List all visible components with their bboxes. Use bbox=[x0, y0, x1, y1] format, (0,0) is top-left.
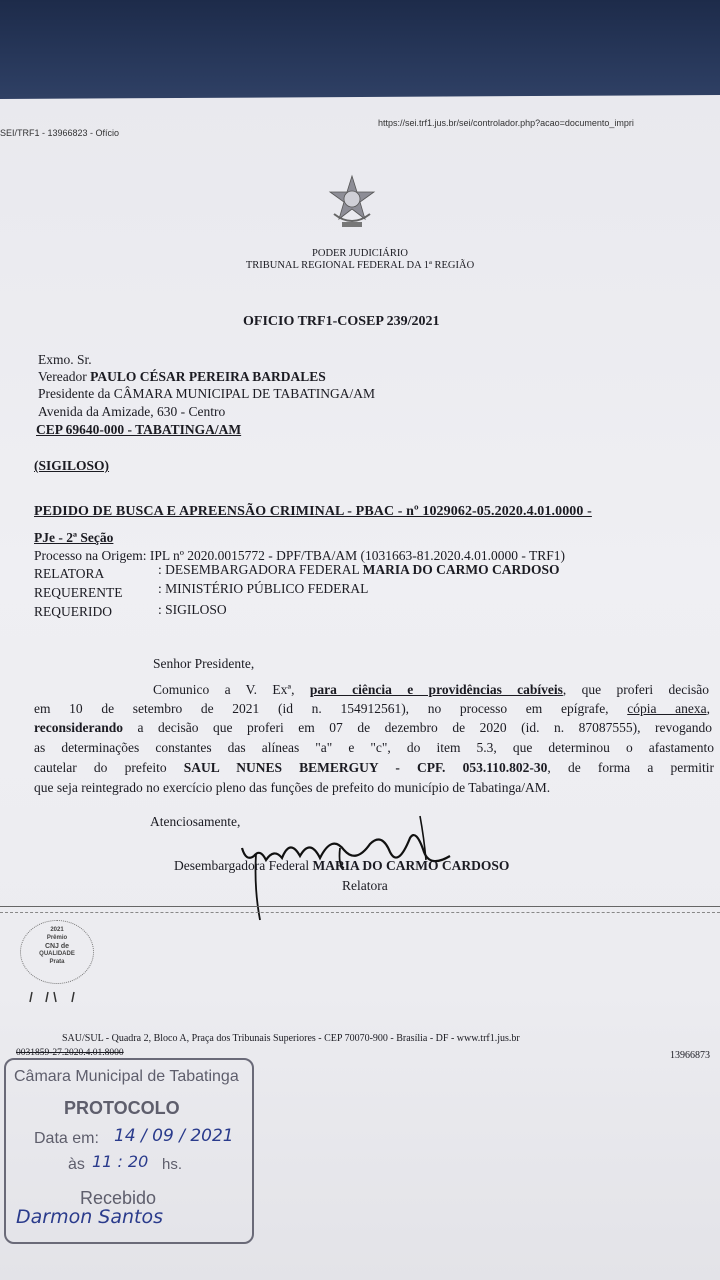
signer-role: Relatora bbox=[342, 878, 388, 893]
party-value-relatora: : DESEMBARGADORA FEDERAL MARIA DO CARMO CARDOSO bbox=[158, 562, 560, 577]
footer-address: SAU/SUL - Quadra 2, Bloco A, Praça dos Tribunais Superiores - CEP 70070-900 - Brasília - DF - www.trf1.jus.br bbox=[62, 1033, 520, 1044]
recipient-role: Presidente da CÂMARA MUNICIPAL DE TABATINGA/AM bbox=[38, 386, 376, 401]
party-label-requerente: REQUERENTE bbox=[34, 585, 123, 600]
stamp-heading: PROTOCOLO bbox=[64, 1098, 180, 1118]
body-line5: cautelar do prefeito SAUL NUNES BEMERGUY - CPF. 053.110.802-30, de forma a permitir bbox=[34, 760, 714, 775]
greeting: Senhor Presidente, bbox=[153, 656, 255, 671]
stamp-date-value: 14 / 09 / 2021 bbox=[114, 1126, 234, 1146]
footer-doc-id: 13966873 bbox=[670, 1050, 710, 1061]
recipient-name: PAULO CÉSAR PEREIRA BARDALES bbox=[90, 369, 326, 384]
body-line4: as determinações constantes das alíneas "a" e "c", do item 5.3, que determinou o afastamento bbox=[34, 740, 714, 755]
stamp-received: Recebido bbox=[80, 1188, 157, 1208]
coat-of-arms-icon bbox=[328, 174, 376, 230]
document-title: OFICIO TRF1-COSEP 239/2021 bbox=[243, 314, 440, 329]
signer-name: MARIA DO CARMO CARDOSO bbox=[312, 858, 510, 873]
closing: Atenciosamente, bbox=[150, 814, 241, 829]
recipient-line: Vereador PAULO CÉSAR PEREIRA BARDALES bbox=[38, 369, 326, 384]
institution-line1: PODER JUDICIÁRIO bbox=[312, 248, 408, 259]
body-line6: que seja reintegrado no exercício pleno das funções de prefeito do município de Tabatinga/AM. bbox=[34, 780, 551, 795]
recipient-street: Avenida da Amizade, 630 - Centro bbox=[38, 404, 226, 419]
stamp-time-value: 11 : 20 bbox=[92, 1152, 149, 1171]
party-label-requerido: REQUERIDO bbox=[34, 604, 112, 619]
party-value-requerente: : MINISTÉRIO PÚBLICO FEDERAL bbox=[158, 581, 369, 596]
stamp-time-label: às bbox=[68, 1156, 85, 1173]
body-line1: Comunico a V. Exª, para ciência e providências cabíveis, que proferi decisão bbox=[153, 682, 709, 697]
institution-line2: TRIBUNAL REGIONAL FEDERAL DA 1ª REGIÃO bbox=[245, 260, 475, 271]
recipient-cep: CEP 69640-000 - TABATINGA/AM bbox=[36, 422, 242, 437]
quality-seal: 2021 Prêmio CNJ de QUALIDADE Prata bbox=[20, 920, 94, 984]
party-label-relatora: RELATORA bbox=[34, 566, 105, 581]
case-line2: PJe - 2ª Seção bbox=[34, 530, 114, 545]
divider-dashed bbox=[0, 912, 720, 913]
stamp-title: Câmara Municipal de Tabatinga bbox=[14, 1068, 239, 1085]
divider-line bbox=[0, 906, 720, 907]
stamp-receiver-signature: Darmon Santos bbox=[16, 1206, 164, 1228]
body-line2: em 10 de setembro de 2021 (id n. 154912561), no processo em epígrafe, cópia anexa, bbox=[34, 701, 710, 716]
footer-process: 0031859-27.2020.4.01.8000 bbox=[16, 1048, 124, 1058]
party-value-requerido: : SIGILOSO bbox=[158, 602, 227, 617]
case-origin: Processo na Origem: IPL nº 2020.0015772 - DPF/TBA/AM (1031663-81.2020.4.01.0000 - TRF1) bbox=[34, 548, 566, 563]
secrecy-label: (SIGILOSO) bbox=[34, 458, 110, 473]
stamp-date-label: Data em: bbox=[34, 1130, 99, 1147]
salutation: Exmo. Sr. bbox=[38, 352, 92, 367]
body-line3: reconsiderando a decisão que proferi em 07 de dezembro de 2020 (id. n. 87087555), revogando bbox=[34, 720, 712, 735]
print-header-url: https://sei.trf1.jus.br/sei/controlador.php?acao=documento_impri bbox=[378, 118, 634, 128]
protocol-stamp bbox=[4, 1058, 254, 1244]
case-line1: PEDIDO DE BUSCA E APREENSÃO CRIMINAL - PBAC - nº 1029062-05.2020.4.01.0000 - bbox=[34, 504, 592, 519]
signature-line: Desembargadora Federal MARIA DO CARMO CARDOSO bbox=[174, 858, 510, 873]
print-header-left: SEI/TRF1 - 13966823 - Ofício bbox=[0, 128, 120, 138]
stamp-time-unit: hs. bbox=[162, 1156, 183, 1173]
seal-marks-icon bbox=[26, 990, 96, 1004]
